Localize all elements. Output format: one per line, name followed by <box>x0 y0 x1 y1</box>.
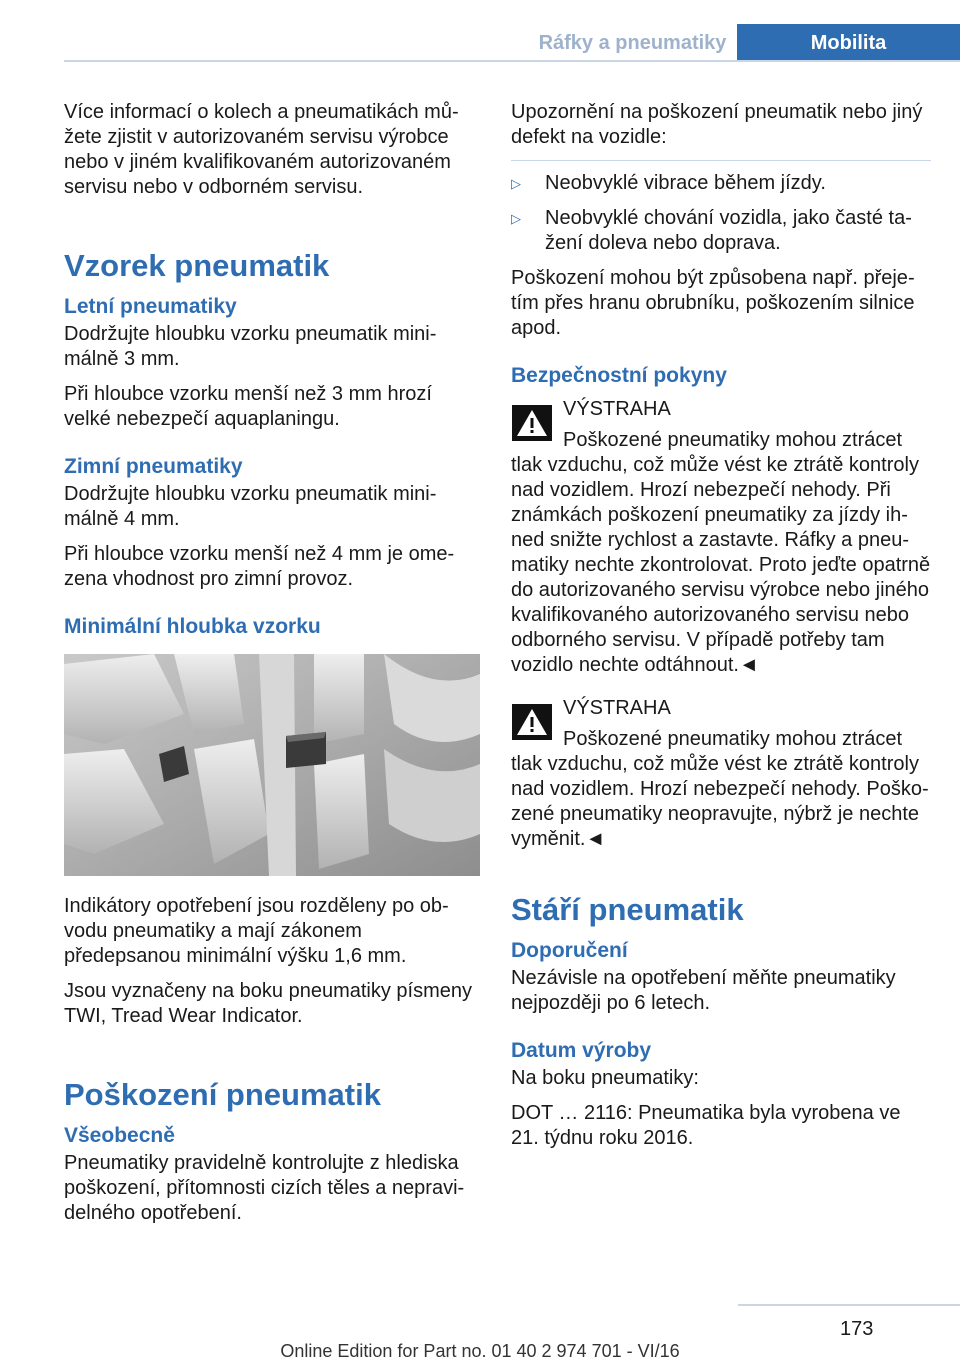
summer-tires-heading: Letní pneumatiky <box>64 295 237 318</box>
header-rule <box>64 60 960 62</box>
winter-paragraph-2: Při hloubce vzorku menší než 4 mm je omezena vhodnost pro zimní provoz. <box>64 543 455 590</box>
list-item: ▷ Neobvyklé vibrace během jízdy. <box>511 172 826 194</box>
age-heading: Stáří pneumatik <box>511 892 744 927</box>
warning-triangle-icon <box>512 405 552 441</box>
warning-block-2 <box>511 696 931 852</box>
warning-label: VÝSTRAHA <box>563 697 671 719</box>
edition-footer: Online Edition for Part no. 01 40 2 974 701 - VI/16 <box>280 1341 680 1361</box>
production-date-paragraph-2: DOT … 2116: Pneumatika byla vyrobena ve 21. týdnu roku 2016. <box>511 1102 901 1149</box>
winter-tires-heading: Zimní pneumatiky <box>64 455 243 478</box>
damage-signs-paragraph: Upozornění na poškození pneumatik nebo jiný defekt na vozidle: <box>511 101 923 148</box>
recommendation-heading: Doporučení <box>511 939 628 962</box>
min-depth-paragraph-2: Jsou vyznačeny na boku pneumatiky písmeny TWI, Tread Wear Indicator. <box>64 980 472 1027</box>
min-depth-paragraph-1: Indikátory opotřebení jsou rozděleny po obvodu pneumatiky a mají zákonem předepsanou minimální výšku 1,6 mm. <box>64 895 449 967</box>
warning-block-1 <box>511 397 931 678</box>
running-header-section: Ráfky a pneumatiky <box>538 32 727 54</box>
tread-wear-indicator-image <box>64 654 480 876</box>
production-date-heading: Datum výroby <box>511 1039 652 1062</box>
general-heading: Všeobecně <box>64 1124 175 1147</box>
left-column <box>64 100 482 1236</box>
damage-causes-paragraph: Poškození mohou být způsobena např. přejetím přes hranu obrubníku, poškozením silnice apod. <box>511 267 915 339</box>
damage-signs-list <box>511 171 931 256</box>
warning-text-1: Poškozené pneumatiky mohou ztrácet tlak vzduchu, což může vést ke ztrátě kontroly nad vozidlem. Hrozí nebezpečí nehody. Při známkách poškození pneumatiky za jízdy ihned snižte rychlost a zastavte. Ráfky a pneumatiky nechte zkontrolovat. Proto jeďte opatrně do autorizovaného servisu výrobce nebo jiného kvalifikovaného autorizovaného servisu nebo odborného servisu. V případě potřeby tam vozidlo nechte odtáhnout.◄ <box>511 429 931 676</box>
right-column <box>511 100 931 1161</box>
safety-heading: Bezpečnostní pokyny <box>511 364 727 387</box>
production-date-paragraph-1: Na boku pneumatiky: <box>511 1067 699 1089</box>
summer-paragraph-2: Při hloubce vzorku menší než 3 mm hrozí velké nebezpečí aquaplaningu. <box>64 383 432 430</box>
warning-text-2: Poškozené pneumatiky mohou ztrácet tlak vzduchu, což může vést ke ztrátě kontroly nad vozidlem. Hrozí nebezpečí nehody. Poškozené pneumatiky neopravujte, nýbrž je nechte vyměnit.◄ <box>511 728 929 850</box>
triangle-bullet-icon: ▷ <box>511 211 521 226</box>
min-depth-heading: Minimální hloubka vzorku <box>64 615 321 638</box>
footer-rule <box>738 1304 960 1306</box>
list-rule <box>511 160 931 161</box>
recommendation-paragraph: Nezávisle na opotřebení měňte pneumatiky nejpozději po 6 letech. <box>511 967 896 1014</box>
warning-triangle-icon <box>512 704 552 740</box>
winter-paragraph-1: Dodržujte hloubku vzorku pneumatik minimálně 4 mm. <box>64 483 437 530</box>
summer-paragraph-1: Dodržujte hloubku vzorku pneumatik minimálně 3 mm. <box>64 323 437 370</box>
chapter-tab: Mobilita <box>737 24 960 62</box>
page-number: 173 <box>840 1318 874 1340</box>
list-item: ▷ Neobvyklé chování vozidla, jako časté tažení doleva nebo doprava. <box>511 207 912 254</box>
intro-paragraph: Více informací o kolech a pneumatikách můžete zjistit v autorizovaném servisu výrobce nebo v jiném kvalifikovaném autorizovaném servisu nebo v odborném servisu. <box>64 101 459 198</box>
damage-heading: Poškození pneumatik <box>64 1077 381 1112</box>
general-paragraph: Pneumatiky pravidelně kontrolujte z hlediska poškození, přítomnosti cizích těles a nepravidelného opotřebení. <box>64 1152 465 1224</box>
tread-heading: Vzorek pneumatik <box>64 248 330 283</box>
warning-label: VÝSTRAHA <box>563 398 671 420</box>
triangle-bullet-icon: ▷ <box>511 176 521 191</box>
